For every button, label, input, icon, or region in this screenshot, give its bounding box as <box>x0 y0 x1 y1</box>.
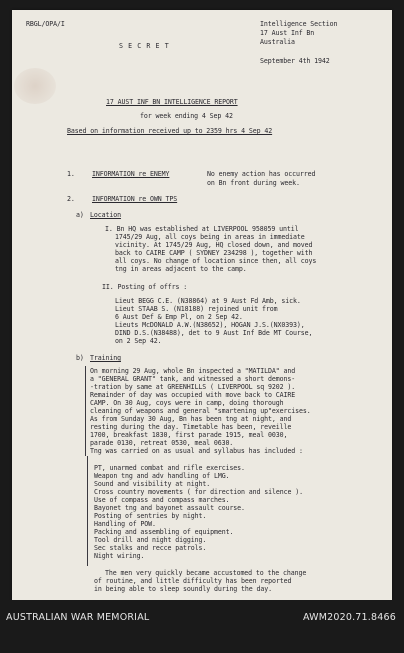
syllabus-item: Sec stalks and recce patrols. <box>94 544 207 552</box>
location-line: all coys. No change of location since then, all coys <box>115 257 317 265</box>
closing-line: in being able to sleep soundly during the day. <box>94 585 273 593</box>
posting-line: DIND D.S.(N38488), det to 9 Aust Inf Bde MT Course, <box>115 329 313 337</box>
syllabus-item: Bayonet tng and bayonet assault course. <box>94 504 245 512</box>
closing-line: The men very quickly became accustomed to the change <box>105 569 307 577</box>
location-line: 1745/29 Aug, all coys being in areas in immediate <box>115 233 305 241</box>
syllabus-item: Cross country movements ( for direction and silence ). <box>94 488 303 496</box>
subsection-b-label: b) <box>76 354 84 362</box>
training-line: Tng was carried on as usual and syllabus has included : <box>90 447 303 455</box>
footer-accession-number: AWM2020.71.8466 <box>302 612 396 623</box>
location-line: I. Bn HQ was established at LIVERPOOL 958059 until <box>105 225 299 233</box>
training-line: On morning 29 Aug, whole Bn inspected a "MATILDA" and <box>90 367 296 375</box>
closing-line: of routine, and little difficulty has been reported <box>94 577 292 585</box>
location-line: back to CAIRE CAMP ( SYDNEY 234298 ), together with <box>115 249 313 257</box>
syllabus-item: Night wiring. <box>94 552 145 560</box>
training-line: 1700, breakfast 1830, first parade 1915, meal 0030, <box>90 431 288 439</box>
subsection-a-heading: Location <box>90 211 121 219</box>
posting-heading: II. Posting of offrs : <box>102 283 188 291</box>
issuer-line-2: 17 Aust Inf Bn <box>260 29 315 37</box>
training-line: Remainder of day was occupied with move back to CAIRE <box>90 391 296 399</box>
syllabus-item: Handling of POW. <box>94 520 156 528</box>
posting-line: Lieuts McDONALD A.W.(N38652), HOGAN J.S.(NX0393), <box>115 321 305 329</box>
document-page <box>12 10 392 600</box>
footer-institution: AUSTRALIAN WAR MEMORIAL <box>6 612 150 623</box>
training-line: resting during the day. Timetable has been, reveille <box>90 423 292 431</box>
training-line: -tration by same at GREENHILLS ( LIVERPOOL sq 9202 ). <box>90 383 296 391</box>
syllabus-item: Tool drill and night digging. <box>94 536 207 544</box>
report-title: 17 AUST INF BN INTELLIGENCE REPORT <box>106 98 238 106</box>
training-line: a "GENERAL GRANT" tank, and witnessed a short demons- <box>90 375 296 383</box>
document-date: September 4th 1942 <box>260 57 330 65</box>
subsection-a-label: a) <box>76 211 84 219</box>
section-1-number: 1. <box>67 170 75 178</box>
training-line: cleaning of weapons and general "smartening up"exercises. <box>90 407 311 415</box>
syllabus-item: Weapon tng and adv handling of LMG. <box>94 472 230 480</box>
issuer-line-3: Australia <box>260 38 295 46</box>
training-line: parade 0130, retreat 0530, meal 0630. <box>90 439 234 447</box>
location-line: tng in areas adjacent to the camp. <box>115 265 247 273</box>
posting-line: on 2 Sep 42. <box>115 337 162 345</box>
syllabus-item: Use of compass and compass marches. <box>94 496 230 504</box>
document-reference: RBGL/OPA/I <box>26 20 65 28</box>
posting-line: 6 Aust Def & Emp Pl, on 2 Sep 42. <box>115 313 243 321</box>
location-line: vicinity. At 1745/29 Aug, HQ closed down, and moved <box>115 241 313 249</box>
archive-footer <box>0 600 404 653</box>
faded-stamp-mark <box>14 68 56 104</box>
syllabus-item: Packing and assembling of equipment. <box>94 528 234 536</box>
security-classification: S E C R E T <box>119 42 170 50</box>
section-2-number: 2. <box>67 195 75 203</box>
posting-line: Lieut BEGG C.E. (N38864) at 9 Aust Fd Amb, sick. <box>115 297 301 305</box>
section-1-line-2: on Bn front during week. <box>207 179 300 187</box>
posting-line: Lieut STAAB S. (N18188) rejoined unit from <box>115 305 278 313</box>
report-subtitle: for week ending 4 Sep 42 <box>140 112 233 120</box>
training-line: As from Sunday 30 Aug, Bn has been tng at night, and <box>90 415 292 423</box>
margin-bracket-line <box>85 366 86 456</box>
issuer-line-1: Intelligence Section <box>260 20 338 28</box>
syllabus-item: Posting of sentries by night. <box>94 512 207 520</box>
section-1-heading: INFORMATION re ENEMY <box>92 170 170 178</box>
syllabus-item: Sound and visibility at night. <box>94 480 211 488</box>
syllabus-item: PT, unarmed combat and rifle exercises. <box>94 464 245 472</box>
subsection-b-heading: Training <box>90 354 121 362</box>
margin-bracket-line <box>87 456 88 566</box>
report-basis: Based on information received up to 2359 hrs 4 Sep 42 <box>67 127 273 135</box>
training-line: CAMP. On 30 Aug, coys were in camp, doing thorough <box>90 399 284 407</box>
section-2-heading: INFORMATION re OWN TPS <box>92 195 178 203</box>
section-1-line-1: No enemy action has occurred <box>207 170 316 178</box>
